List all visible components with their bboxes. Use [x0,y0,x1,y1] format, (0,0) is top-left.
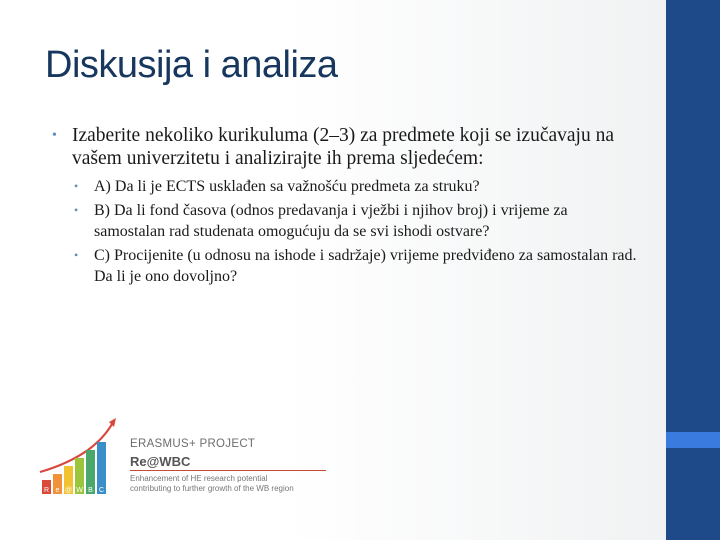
bullet-dot-icon: • [74,248,79,262]
sub-bullet-b-text: B) Da li fond časova (odnos predavanja i vježbi i njihov broj) i vrijeme za samostalan rad studenata omogućuju da se svi ishodi ostvare? [94,202,568,240]
logo-tagline [130,474,294,494]
logo-tagline-line1: Enhancement of HE research potential [130,474,268,483]
logo-letter-6: C [98,487,105,494]
logo-tagline-line2: contributing to further growth of the WB region [130,484,294,493]
sub-bullet-c [74,245,642,287]
logo-letter-3: @ [64,487,73,494]
sub-bullet-c-text: C) Procijenite (u odnosu na ishode i sadržaje) vrijeme predviđeno za samostalan rad. Da li je ono dovoljno? [94,247,637,285]
logo-project-name: Re@WBC [130,454,191,469]
sub-bullet-a [74,176,642,197]
slide-title: Diskusija i analiza [45,44,338,86]
sub-bullet-b [74,200,642,242]
bullet-dot-icon: • [52,128,57,143]
logo-letter-2: e [55,487,60,494]
logo-letter-4: W [76,487,83,494]
sub-bullet-a-text: A) Da li je ECTS usklađen sa važnošću predmeta za struku? [94,178,480,195]
right-sidebar-accent [666,432,720,448]
logo-erasmus-label: ERASMUS+ PROJECT [130,438,256,450]
sub-bullet-list [74,176,642,287]
logo-letter-5: B [88,487,93,494]
bullet-dot-icon: • [74,179,79,193]
growth-chart-icon [38,416,128,500]
bullet-main [52,124,642,170]
logo-letter-1: R [43,487,50,494]
bullet-dot-icon: • [74,203,79,217]
right-sidebar-bar [666,0,720,540]
erasmus-logo [38,416,338,500]
bullet-main-text: Izaberite nekoliko kurikuluma (2–3) za predmete koji se izučavaju na vašem univerzitetu i analizirajte ih prema sljedećem: [72,125,614,169]
bullet-list [52,124,642,290]
logo-divider [130,470,326,471]
